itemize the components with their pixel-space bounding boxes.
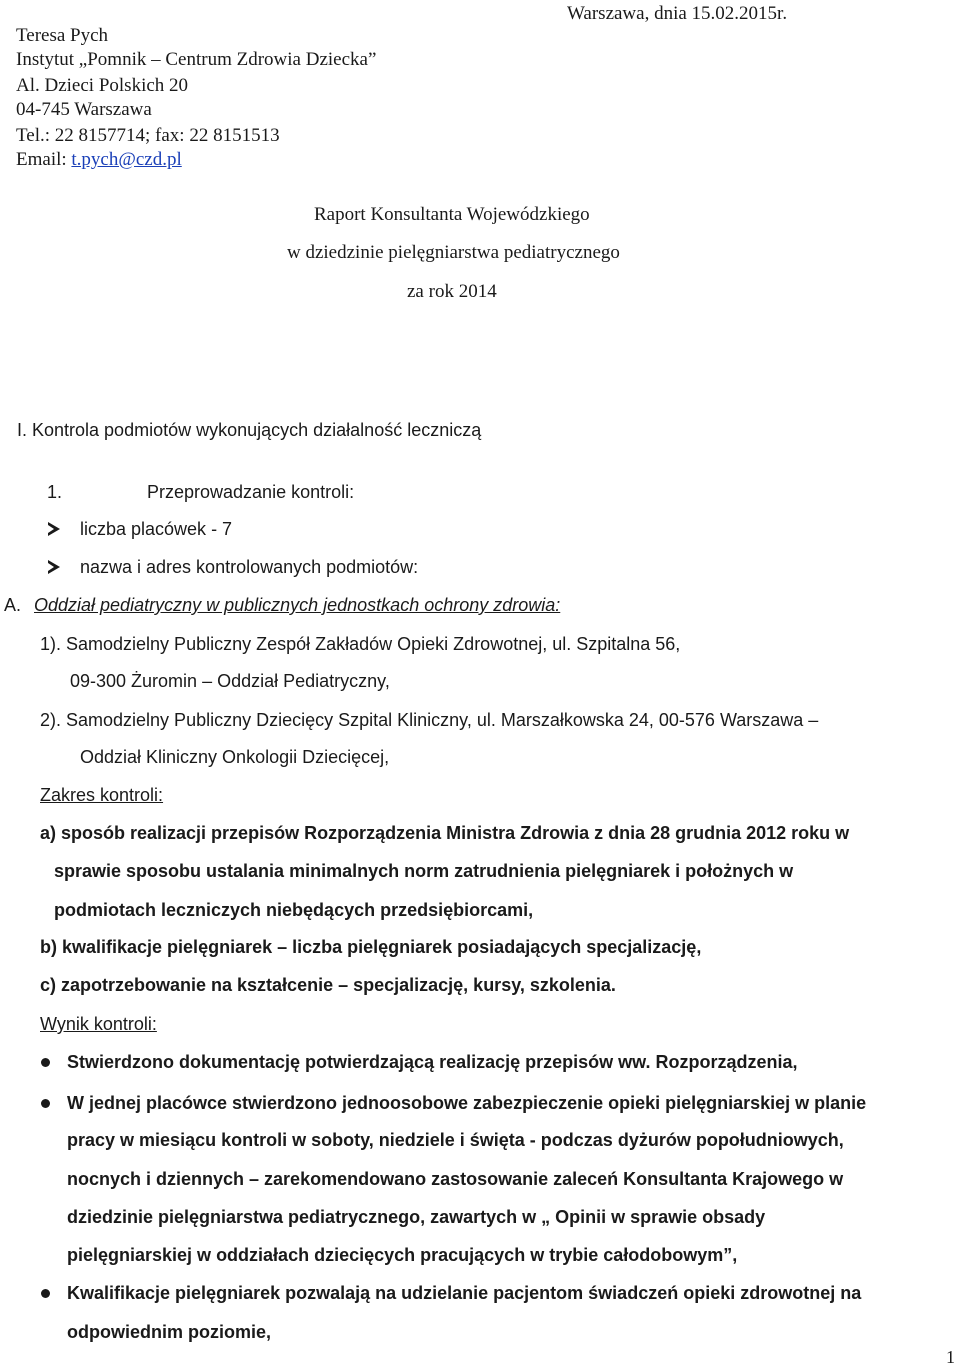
result-bullet-2-line2: pracy w miesiącu kontroli w soboty, niedziele i święta - podczas dyżurów popołudniowych, (67, 1130, 844, 1150)
result-bullet-3-line2: odpowiednim poziomie, (67, 1322, 271, 1342)
sender-city: 04-745 Warszawa (16, 99, 152, 120)
facility-entry-line2: Oddział Kliniczny Onkologii Dziecięcej, (80, 747, 390, 767)
result-bullet-3-line1: Kwalifikacje pielęgniarek pozwalają na udzielanie pacjentom świadczeń opieki zdrowotnej na (67, 1283, 862, 1303)
sender-email-label: Email: (16, 149, 72, 170)
report-title-line2: w dziedzinie pielęgniarstwa pediatrycznego (287, 242, 620, 263)
report-title-line1: Raport Konsultanta Wojewódzkiego (314, 204, 590, 225)
subsection-letter: A. (4, 595, 22, 615)
scope-item-a-line1: a) sposób realizacji przepisów Rozporządzenia Ministra Zdrowia z dnia 28 grudnia 2012 roku w (40, 823, 850, 843)
facility-entry-line2: 09-300 Żuromin – Oddział Pediatryczny, (70, 671, 390, 691)
result-bullet-1: Stwierdzono dokumentację potwierdzającą realizację przepisów ww. Rozporządzenia, (67, 1052, 798, 1072)
sender-email-link[interactable]: t.pych@czd.pl (71, 149, 182, 170)
sender-name: Teresa Pych (16, 25, 109, 46)
scope-item-a-line2: sprawie sposobu ustalania minimalnych norm zatrudnienia pielęgniarek i położnych w (54, 861, 794, 881)
sender-institution: Instytut „Pomnik – Centrum Zdrowia Dziecka” (16, 49, 377, 70)
sender-phone: Tel.: 22 8157714; fax: 22 8151513 (16, 125, 280, 146)
document-date: Warszawa, dnia 15.02.2015r. (567, 3, 788, 24)
bullet-dot-icon (41, 1289, 50, 1298)
arrow-bullet-icon (48, 522, 60, 536)
bullet-dot-icon (41, 1099, 50, 1108)
page-number: 1 (946, 1347, 955, 1367)
sender-email-line (16, 149, 182, 171)
report-title-line3: za rok 2014 (407, 281, 497, 302)
arrow-bullet-icon (48, 560, 60, 574)
subsection-title: Oddział pediatryczny w publicznych jednostkach ochrony zdrowia: (34, 595, 561, 615)
result-bullet-2-line4: dziedzinie pielęgniarstwa pediatrycznego, zawartych w „ Opinii w sprawie obsady (67, 1207, 766, 1227)
scope-item-b: b) kwalifikacje pielęgniarek – liczba pielęgniarek posiadających specjalizację, (40, 937, 702, 957)
facility-entry-line1: 1). Samodzielny Publiczny Zespół Zakładów Opieki Zdrowotnej, ul. Szpitalna 56, (40, 634, 681, 654)
bullet-item: liczba placówek - 7 (80, 519, 233, 539)
result-bullet-2-line5: pielęgniarskiej w oddziałach dziecięcych pracujących w trybie całodobowym”, (67, 1245, 738, 1265)
sender-street: Al. Dzieci Polskich 20 (16, 75, 189, 96)
result-heading: Wynik kontroli: (40, 1014, 157, 1034)
item-label: Przeprowadzanie kontroli: (147, 482, 355, 502)
bullet-item: nazwa i adres kontrolowanych podmiotów: (80, 557, 419, 577)
facility-entry-line1: 2). Samodzielny Publiczny Dziecięcy Szpital Kliniczny, ul. Marszałkowska 24, 00-576 Warszawa – (40, 710, 819, 730)
scope-item-a-line3: podmiotach leczniczych niebędących przedsiębiorcami, (54, 900, 534, 920)
result-bullet-2-line3: nocnych i dziennych – zarekomendowano zastosowanie zaleceń Konsultanta Krajowego w (67, 1169, 844, 1189)
result-bullet-2-line1: W jednej placówce stwierdzono jednoosobowe zabezpieczenie opieki pielęgniarskiej w planie (67, 1093, 867, 1113)
bullet-dot-icon (41, 1058, 50, 1067)
scope-heading: Zakres kontroli: (40, 785, 164, 805)
scope-item-c: c) zapotrzebowanie na kształcenie – specjalizację, kursy, szkolenia. (40, 975, 616, 995)
section-heading: I. Kontrola podmiotów wykonujących działalność leczniczą (17, 420, 482, 440)
item-number: 1. (47, 482, 63, 502)
